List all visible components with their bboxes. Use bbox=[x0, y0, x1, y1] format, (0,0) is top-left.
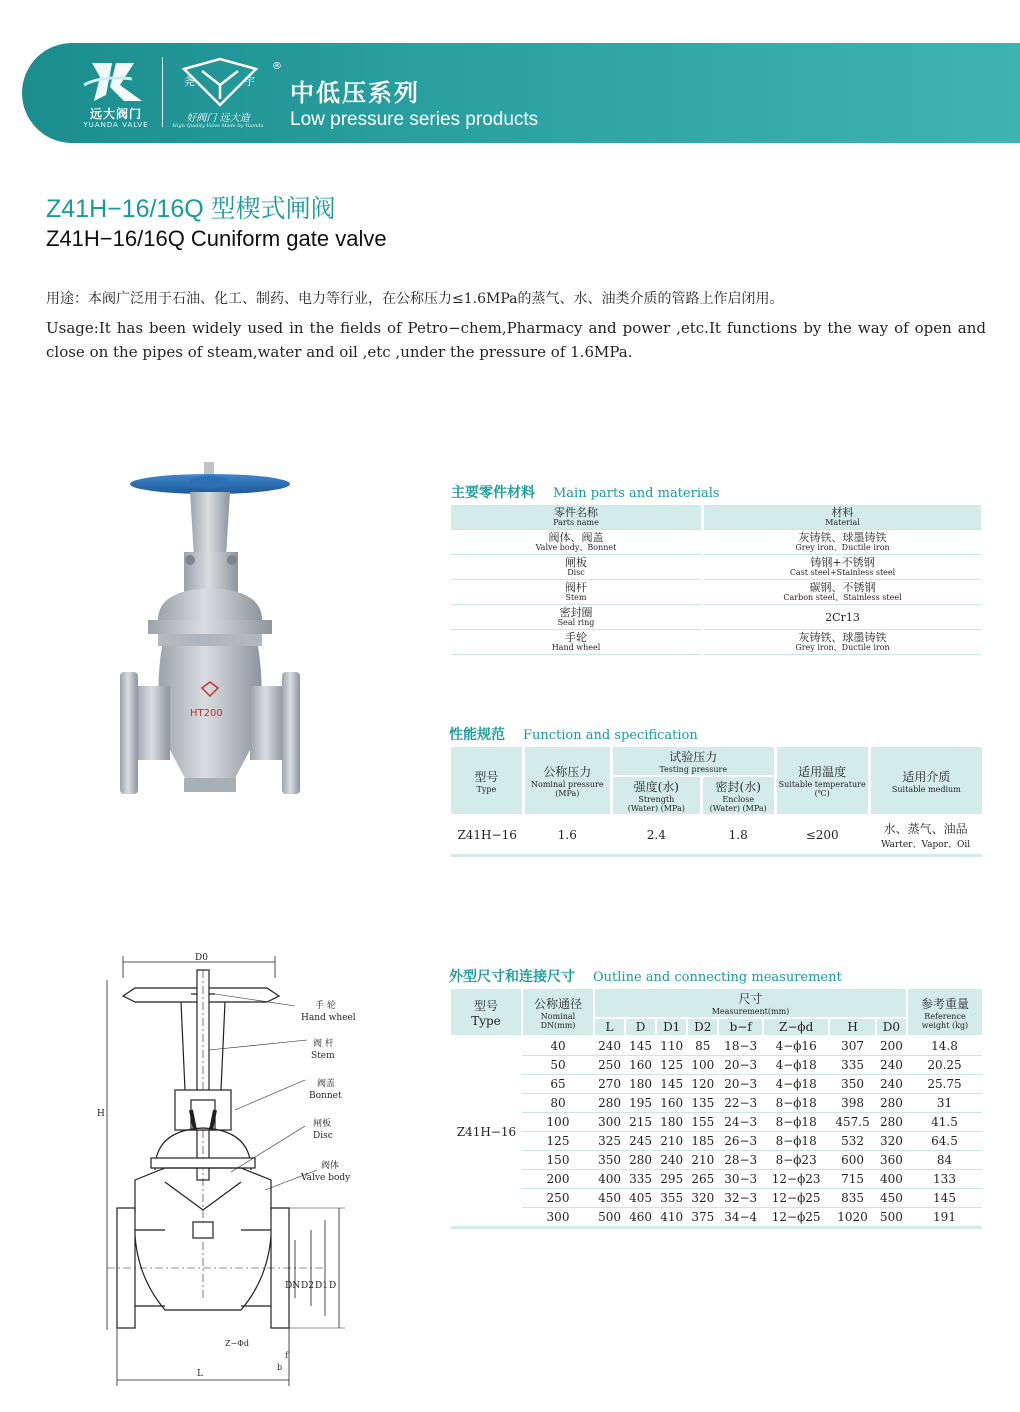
dim-Z: Z−Φd bbox=[225, 1339, 249, 1348]
table-cell: 12−ϕ25 bbox=[763, 1189, 829, 1208]
table-cell: 200 bbox=[522, 1170, 594, 1189]
label-stem-cn: 阀 杆 bbox=[313, 1039, 334, 1049]
func-col-enclose: 密封(水) Enclose (Water) (MPa) bbox=[701, 776, 775, 815]
table-cell: 12−ϕ25 bbox=[763, 1208, 829, 1228]
table-cell: 160 bbox=[656, 1094, 687, 1113]
func-col-np: 公称压力 Nominal pressure (MPa) bbox=[523, 747, 611, 815]
table-cell: 180 bbox=[625, 1075, 656, 1094]
dim-col-H: H bbox=[829, 1018, 876, 1036]
table-cell: 12−ϕ23 bbox=[763, 1170, 829, 1189]
logo-char-1: 尧 bbox=[184, 75, 195, 88]
table-cell: 280 bbox=[876, 1094, 907, 1113]
table-cell: 100 bbox=[687, 1056, 718, 1075]
dim-col-zd: Z−ϕd bbox=[763, 1018, 829, 1036]
outline-table-body bbox=[451, 1036, 982, 1228]
table-cell: 240 bbox=[656, 1151, 687, 1170]
parts-table bbox=[451, 505, 981, 655]
dim-D0: D0 bbox=[195, 953, 208, 963]
table-cell: 245 bbox=[625, 1132, 656, 1151]
table-cell: 125 bbox=[522, 1132, 594, 1151]
outline-section-title bbox=[449, 966, 842, 986]
table-cell: 8−ϕ23 bbox=[763, 1151, 829, 1170]
table-cell: 195 bbox=[625, 1094, 656, 1113]
outline-title-cn: 外型尺寸和连接尺寸 bbox=[449, 969, 575, 985]
table-cell: 532 bbox=[829, 1132, 876, 1151]
logo-divider bbox=[162, 57, 163, 127]
table-cell: 307 bbox=[829, 1036, 876, 1056]
table-cell: 191 bbox=[907, 1208, 982, 1228]
logo-left-text: 远大阀门 bbox=[89, 107, 142, 121]
logo-left-sub: YUANDA VALVE bbox=[83, 121, 149, 129]
dim-col-type: 型号 Type bbox=[451, 989, 522, 1036]
table-cell: 265 bbox=[687, 1170, 718, 1189]
table-cell: 26−3 bbox=[718, 1132, 763, 1151]
outline-title-en: Outline and connecting measurement bbox=[593, 970, 842, 985]
table-cell: 280 bbox=[625, 1151, 656, 1170]
outline-table bbox=[451, 989, 982, 1229]
table-cell: 31 bbox=[907, 1094, 982, 1113]
table-cell: 135 bbox=[687, 1094, 718, 1113]
table-cell: 320 bbox=[876, 1132, 907, 1151]
dim-col-bf: b−f bbox=[718, 1018, 763, 1036]
table-cell: 4−ϕ18 bbox=[763, 1056, 829, 1075]
table-cell: 250 bbox=[594, 1056, 625, 1075]
table-row bbox=[451, 1151, 982, 1170]
valve-drawing bbox=[95, 950, 375, 1390]
table-row: 闸板 Disc 铸钢+不锈钢 Cast steel+Stainless steel bbox=[451, 555, 981, 580]
table-row bbox=[451, 1056, 982, 1075]
table-cell: 133 bbox=[907, 1170, 982, 1189]
table-cell: 110 bbox=[656, 1036, 687, 1056]
dim-D1: D1 bbox=[315, 1281, 328, 1291]
label-handwheel-en: Hand wheel bbox=[301, 1013, 356, 1023]
table-row bbox=[451, 1075, 982, 1094]
table-cell: 375 bbox=[687, 1208, 718, 1228]
table-cell: 150 bbox=[522, 1151, 594, 1170]
yuanda-logo-icon bbox=[72, 55, 162, 105]
table-cell: 24−3 bbox=[718, 1113, 763, 1132]
table-cell: 405 bbox=[625, 1189, 656, 1208]
table-cell: 8−ϕ18 bbox=[763, 1113, 829, 1132]
product-title-cn: Z41H−16/16Q 型楔式闸阀 bbox=[46, 195, 336, 223]
dim-col-weight: 参考重量 Reference weight (kg) bbox=[907, 989, 982, 1036]
parts-header-row bbox=[451, 505, 981, 530]
table-row bbox=[451, 1113, 982, 1132]
product-title-en: Z41H−16/16Q Cuniform gate valve bbox=[46, 226, 387, 251]
table-cell: 360 bbox=[876, 1151, 907, 1170]
table-cell: 20.25 bbox=[907, 1056, 982, 1075]
registered-mark: ® bbox=[272, 61, 282, 72]
table-cell: 320 bbox=[687, 1189, 718, 1208]
table-cell: 350 bbox=[594, 1151, 625, 1170]
dim-DN: DN bbox=[285, 1281, 301, 1291]
table-cell: 450 bbox=[594, 1189, 625, 1208]
table-cell: 600 bbox=[829, 1151, 876, 1170]
table-cell: 295 bbox=[656, 1170, 687, 1189]
table-cell: 400 bbox=[876, 1170, 907, 1189]
table-cell: 28−3 bbox=[718, 1151, 763, 1170]
table-cell: 40 bbox=[522, 1036, 594, 1056]
table-row bbox=[451, 1170, 982, 1189]
table-row bbox=[451, 1036, 982, 1056]
table-row bbox=[451, 1189, 982, 1208]
dim-col-measurement: 尺寸 Measurement(mm) bbox=[594, 989, 907, 1018]
label-bonnet-cn: 阀盖 bbox=[317, 1079, 336, 1089]
label-disc-en: Disc bbox=[313, 1131, 333, 1141]
dim-H: H bbox=[97, 1109, 105, 1119]
table-row: 阀体、阀盖 Valve body、Bonnet 灰铸铁、球墨铸铁 Grey iron、Ductile iron bbox=[451, 530, 981, 555]
table-cell: 355 bbox=[656, 1189, 687, 1208]
table-cell: 18−3 bbox=[718, 1036, 763, 1056]
logo-slogan-sub: High Quality Valve Made by Yuanda bbox=[172, 123, 264, 129]
function-section-title bbox=[449, 724, 698, 744]
dim-col-L: L bbox=[594, 1018, 625, 1036]
table-cell: 270 bbox=[594, 1075, 625, 1094]
table-cell: 155 bbox=[687, 1113, 718, 1132]
table-cell: 145 bbox=[625, 1036, 656, 1056]
label-stem-en: Stem bbox=[311, 1051, 335, 1061]
label-disc-cn: 闸板 bbox=[313, 1119, 332, 1129]
table-cell: 200 bbox=[876, 1036, 907, 1056]
table-cell: 450 bbox=[876, 1189, 907, 1208]
table-row bbox=[451, 1208, 982, 1228]
table-cell: 280 bbox=[594, 1094, 625, 1113]
table-cell: 145 bbox=[907, 1189, 982, 1208]
table-row bbox=[451, 1132, 982, 1151]
function-title-en: Function and specification bbox=[523, 728, 698, 743]
func-col-test: 试验压力 Testing pressure bbox=[611, 747, 775, 776]
table-cell: 100 bbox=[522, 1113, 594, 1132]
table-row: 密封圈 Seal ring 2Cr13 bbox=[451, 605, 981, 630]
body-mark: HT200 bbox=[190, 708, 223, 719]
table-row bbox=[451, 1094, 982, 1113]
series-title-cn: 中低压系列 bbox=[290, 79, 420, 107]
dim-col-D1: D1 bbox=[656, 1018, 687, 1036]
table-cell: 125 bbox=[656, 1056, 687, 1075]
label-bonnet-en: Bonnet bbox=[309, 1091, 342, 1101]
dim-type-cell: Z41H−16 bbox=[451, 1036, 522, 1228]
table-cell: 835 bbox=[829, 1189, 876, 1208]
parts-title-en: Main parts and materials bbox=[553, 486, 720, 501]
series-title-en: Low pressure series products bbox=[290, 109, 539, 130]
table-cell: 80 bbox=[522, 1094, 594, 1113]
dim-col-dn: 公称通径 Nominal DN(mm) bbox=[522, 989, 594, 1036]
usage-text-cn: 用途：本阀广泛用于石油、化工、制药、电力等行业，在公称压力≤1.6MPa的蒸气、水、油类介质的管路上作启闭用。 bbox=[46, 291, 784, 307]
table-cell: 41.5 bbox=[907, 1113, 982, 1132]
parts-col-name: 零件名称 Parts name bbox=[451, 505, 703, 530]
table-cell: 4−ϕ18 bbox=[763, 1075, 829, 1094]
table-cell: 410 bbox=[656, 1208, 687, 1228]
table-cell: 8−ϕ18 bbox=[763, 1094, 829, 1113]
table-cell: 250 bbox=[522, 1189, 594, 1208]
table-cell: 14.8 bbox=[907, 1036, 982, 1056]
table-cell: 398 bbox=[829, 1094, 876, 1113]
table-cell: 85 bbox=[687, 1036, 718, 1056]
table-cell: 240 bbox=[594, 1036, 625, 1056]
table-cell: 215 bbox=[625, 1113, 656, 1132]
dim-D: D bbox=[329, 1281, 337, 1291]
label-handwheel-cn: 手 轮 bbox=[315, 1001, 336, 1011]
table-cell: 240 bbox=[876, 1056, 907, 1075]
table-cell: 145 bbox=[656, 1075, 687, 1094]
table-cell: 335 bbox=[829, 1056, 876, 1075]
table-cell: 1020 bbox=[829, 1208, 876, 1228]
dim-col-D2: D2 bbox=[687, 1018, 718, 1036]
func-col-type: 型号 Type bbox=[451, 747, 523, 815]
label-body-cn: 阀体 bbox=[321, 1161, 340, 1171]
table-cell: 65 bbox=[522, 1075, 594, 1094]
table-cell: 715 bbox=[829, 1170, 876, 1189]
table-cell: 280 bbox=[876, 1113, 907, 1132]
table-cell: 460 bbox=[625, 1208, 656, 1228]
func-col-medium: 适用介质 Suitable medium bbox=[869, 747, 982, 815]
table-cell: 400 bbox=[594, 1170, 625, 1189]
parts-col-material: 材料 Material bbox=[703, 505, 982, 530]
valve-photo bbox=[118, 460, 348, 810]
table-cell: 350 bbox=[829, 1075, 876, 1094]
table-cell: 84 bbox=[907, 1151, 982, 1170]
function-table bbox=[451, 747, 982, 857]
table-cell: 160 bbox=[625, 1056, 656, 1075]
dim-L: L bbox=[197, 1369, 203, 1379]
table-cell: 335 bbox=[625, 1170, 656, 1189]
brand-logo bbox=[72, 55, 282, 131]
table-cell: 34−4 bbox=[718, 1208, 763, 1228]
parts-title-cn: 主要零件材料 bbox=[451, 485, 535, 501]
table-cell: 240 bbox=[876, 1075, 907, 1094]
dim-b: b bbox=[277, 1363, 283, 1372]
table-cell: 20−3 bbox=[718, 1056, 763, 1075]
table-cell: 185 bbox=[687, 1132, 718, 1151]
table-cell: 22−3 bbox=[718, 1094, 763, 1113]
dim-D2: D2 bbox=[301, 1281, 314, 1291]
table-cell: 457.5 bbox=[829, 1113, 876, 1132]
func-col-strength: 强度(水) Strength (Water) (MPa) bbox=[611, 776, 701, 815]
table-cell: 64.5 bbox=[907, 1132, 982, 1151]
header-banner bbox=[22, 43, 1020, 143]
table-cell: 210 bbox=[656, 1132, 687, 1151]
table-cell: 25.75 bbox=[907, 1075, 982, 1094]
table-cell: 30−3 bbox=[718, 1170, 763, 1189]
logo-char-2: 宇 bbox=[244, 75, 255, 88]
table-cell: 300 bbox=[594, 1113, 625, 1132]
yaoyu-logo-icon bbox=[180, 55, 260, 107]
table-cell: 4−ϕ16 bbox=[763, 1036, 829, 1056]
table-cell: 210 bbox=[687, 1151, 718, 1170]
parts-section-title bbox=[451, 482, 720, 502]
logo-slogan: 好阀门 远大造 bbox=[186, 113, 250, 124]
table-cell: 180 bbox=[656, 1113, 687, 1132]
table-row: Z41H−16 1.6 2.4 1.8 ≤200 水、蒸气、油品 Warter、Vapor、Oil bbox=[451, 815, 982, 856]
dim-col-D0: D0 bbox=[876, 1018, 907, 1036]
table-cell: 120 bbox=[687, 1075, 718, 1094]
dim-f: f bbox=[285, 1351, 288, 1360]
table-cell: 20−3 bbox=[718, 1075, 763, 1094]
table-cell: 32−3 bbox=[718, 1189, 763, 1208]
table-row: 阀杆 Stem 碳钢、不锈钢 Carbon steel、Stainless steel bbox=[451, 580, 981, 605]
table-cell: 500 bbox=[594, 1208, 625, 1228]
label-body-en: Valve body bbox=[301, 1173, 351, 1183]
usage-text-en: Usage:It has been widely used in the fields of Petro−chem,Pharmacy and power ,etc.It functions by the way of open and close on the pipes of steam,water and oil ,etc ,under the pressure of 1.6MPa. bbox=[46, 319, 986, 361]
table-cell: 8−ϕ18 bbox=[763, 1132, 829, 1151]
table-cell: 500 bbox=[876, 1208, 907, 1228]
function-title-cn: 性能规范 bbox=[449, 727, 505, 743]
table-row: 手轮 Hand wheel 灰铸铁、球墨铸铁 Grey iron、Ductile iron bbox=[451, 630, 981, 655]
table-cell: 50 bbox=[522, 1056, 594, 1075]
dim-col-D: D bbox=[625, 1018, 656, 1036]
func-col-temp: 适用温度 Suitable temperature (℃) bbox=[775, 747, 869, 815]
table-cell: 325 bbox=[594, 1132, 625, 1151]
table-cell: 300 bbox=[522, 1208, 594, 1228]
